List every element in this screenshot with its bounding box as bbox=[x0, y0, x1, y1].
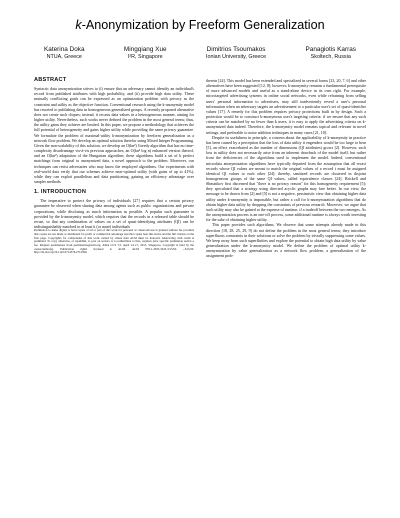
author-name: Panagiotis Karras bbox=[305, 46, 356, 53]
author-2 bbox=[124, 46, 167, 60]
body-columns bbox=[34, 78, 366, 258]
author-3 bbox=[206, 46, 266, 60]
intro-heading: 1. INTRODUCTION bbox=[34, 189, 87, 196]
permission-notice: Permission to make digital or hard copies of all or part of this work for personal or classroom use is granted without fee provided that copies are not made or distributed for profit or commercial advantage and that copies bear this notice and the full citation on the first page. Copyrights for components of this work owned by others than ACM must be honored. Abstracting with credit is permitted. To copy otherwise, or republish, to post on servers or to redistribute to lists, requires prior specific permission and/or a fee. Request permissions from permissions@acm.org. ASIA CCS '15, April 14–17, 2015, Singapore. Copyright is held by the owner/author(s). Publication rights licensed to ACM. ACM 978-1-4503-3245-3/15/04 ...$15.00. http://dx.doi.org/10.1145/2714576.2714590. bbox=[34, 228, 194, 255]
title-k: k bbox=[75, 18, 82, 32]
author-name: Dimitrios Tsoumakos bbox=[206, 46, 266, 53]
author-affiliation: Skoltech, Russia bbox=[310, 54, 351, 60]
author-list bbox=[44, 46, 356, 60]
author-4 bbox=[306, 46, 356, 60]
author-name: Mingqiang Xue bbox=[123, 46, 167, 53]
intro-text: The imperative to protect the privacy of individuals [27] requires that a certain privacy guarantee be observed when sharing data among agents such as public organizations and private corporations, while disclosing as much information as possible. A popular such guarantee is provided by the k-anonymity model, which requires that the records in a released table should be recast, so that any combination of values on a set of quasi-identifying attributes (QI) can be indistinguishably matched to at least k (or none) individuals bbox=[34, 198, 194, 230]
abstract-text: Syntactic data anonymization strives to (i) ensure that an adversary cannot identify an individual's record from published attributes with high probability, and (ii) provide high data utility. These mutually conflicting goals can be expressed as an optimization problem with privacy as the constraint and utility as the objective function. Conventional research using the k-anonymity model has resorted to publishing data in homogeneous generalized groups. A recently proposed alternative does not create such cliques; instead, it recasts data values in a heterogeneous manner, aiming for higher utility. Nevertheless, such works never defined the problem in the most general terms; thus, the utility gains they achieve are limited. In this paper, we propose a methodology that achieves the full potential of heterogeneity and gains higher utility while providing the same privacy guarantee. We formulate the problem of maximal-utility k-anonymization by freeform generalization as a network flow problem. We develop an optimal solution therefor using Mixed Integer Programming. Given the non-scalability of this solution, we develop an O(kn²) Greedy algorithm that has no time-complexity disadvantage vis-à-vis previous approaches, an O(kn² log n) enhanced version thereof, and an O(kn³) adaptation of the Hungarian algorithm; these algorithms build a set of k perfect matchings from original to anonymized data, a novel approach to the problem. Moreover, our techniques can resist adversaries who may know the employed algorithms. Our experiments with real-world data verify that our schemes achieve near-optimal utility (with gains of up to 41%), while they can exploit parallelism and data partitioning, gaining an efficiency advantage over simpler methods. bbox=[34, 86, 194, 184]
abstract-heading: ABSTRACT bbox=[34, 77, 67, 83]
author-name: Katerina Doka bbox=[44, 46, 85, 53]
left-column bbox=[34, 78, 194, 258]
paper-title bbox=[34, 18, 366, 32]
author-affiliation: I²R, Singapore bbox=[127, 54, 163, 60]
right-paragraph: therein [24]. This model has been extended and specialized in several forms [23, 20, 7, 6] and other alternatives have been suggested [12, 8]; however, k-anonymity remains a fundamental prerequisite of more advanced models and useful as a stand-alone device in its own right. For example, microtargeted advertising systems in online social networks, even while refraining from selling users' personal information to advertisers, may still inadvertently reveal a user's personal information when an adversary targets an advertisement to a particular user's set of quasi-identifier values [17]. A remedy for this problem requires privacy protections built in by design. Such a protection would be to construct k-anonymous user's targeting criteria: if we ensure that any such criteria can be matched by no fewer than k users, it is easy to apply the advertising criteria on k-anonymized data indeed. Therefore, the k-anonymity model remains topical and relevant in novel settings, and preferable to noise addition techniques in many cases [21, 10]. bbox=[206, 78, 366, 135]
right-column bbox=[206, 78, 366, 258]
right-paragraph: Despite its usefulness in principle, a concern about the applicability of k-anonymity in practice has been caused by a perception that the loss of data utility it engenders would be too large to bear [5], an effect exacerbated as the number of dimensions (QI attributes) grows [2]. However, such loss in utility does not necessarily arise from an inherent drawback of the model itself, but rather from the deficiencies of the algorithms used to implement the model. Indeed, conventional microdata anonymization algorithms have typically departed from the assumption that all recast records whose QI values are meant to match the original values of a record t must be assigned identical QI values to each other [24]; thereby, sanitized records are clustered in disjoint homogeneous groups of the same QI values, called equivalence classes [24]. Brickell and Shmatikov first discerned that "there is no privacy reason" for this homogeneity requirement [5]; they speculated that a strategy using directed acyclic graphs may fare better. In our view, the message to be drawn from [2] and [5] is not a negative, pessimistic view that obtaining higher data utility under k-anonymity is impossible, but rather a call for k-anonymization algorithms that do obtain higher data utility by dropping the constraints of previous research. Moreover, we argue that such utility may also be gained at the expense of runtime, if a tradeoff between the two emerges. As the anonymization process is an one-off process, some additional runtime is always worth investing for the sake of obtaining higher utility. bbox=[206, 134, 366, 223]
right-paragraph: This paper provides such algorithms. We observe that some attempts already made in this direction [18, 28, 25, 29, 9] do not define the problem in the most general terms; they introduce superfluous constraints in their solutions or solve the problem by trivially suppressing some values. We keep away from such superfluities and explore the potential to obtain high data utility by value generalization under the k-anonymity model. We define the problem of optimal utility k-anonymization by value generalization as a network flow problem, a generalization of the assignment prob- bbox=[206, 222, 366, 259]
author-affiliation: Ionian University, Greece bbox=[205, 54, 267, 60]
title-text: -Anonymization by Freeform Generalization bbox=[81, 18, 325, 32]
author-1 bbox=[44, 46, 85, 60]
author-affiliation: NTUA, Greece bbox=[46, 54, 82, 60]
